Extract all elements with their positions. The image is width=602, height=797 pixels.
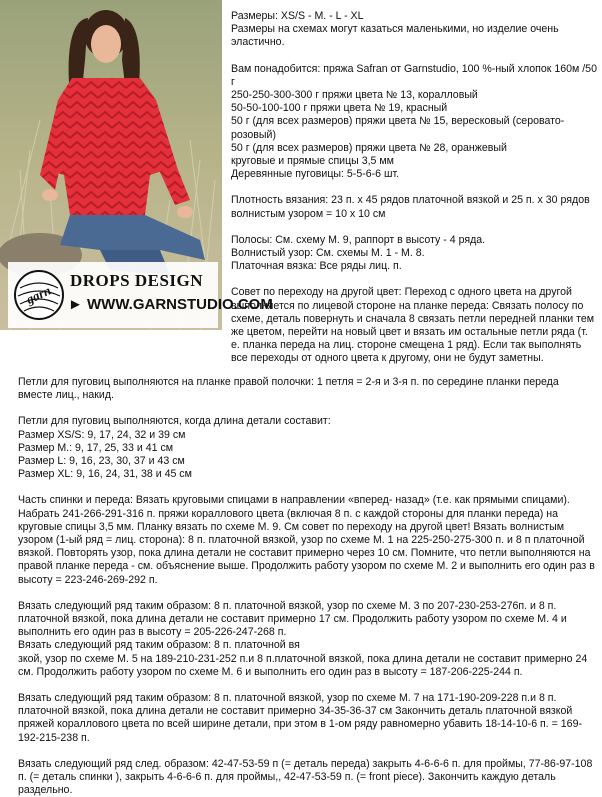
gauge-text: Плотность вязания: 23 п. x 45 рядов платочной вязкой и 25 п. x 30 рядов волнистым узором = 10 x 10 см — [231, 194, 590, 220]
brand-url[interactable]: ► WWW.GARNSTUDIO.COM — [68, 296, 273, 313]
buttonholes-size: Размер XS/S: 9, 17, 24, 32 и 39 см — [18, 428, 186, 441]
buttonholes-size: Размер XL: 9, 16, 24, 31, 38 и 45 см — [18, 468, 192, 481]
pattern-line: Полосы: См. схему М. 9, раппорт в высоту - 4 ряда. — [231, 233, 486, 246]
logo-text: garn — [23, 282, 54, 307]
materials-line: 250-250-300-300 г пряжи цвета № 13, коралловый — [231, 89, 478, 102]
materials-line: 50-50-100-100 г пряжи цвета № 19, красный — [231, 102, 448, 115]
sizes-line: Размеры: XS/S - M. - L - XL — [231, 10, 364, 22]
buttonholes-size: Размер L: 9, 16, 23, 30, 37 и 43 см — [18, 455, 185, 468]
body-paragraph: Вязать следующий ряд таким образом: 8 п. платочной вязкой, узор по схеме М. 3 по 207-230-253-276п. и 8 п. платочной вязкой, пока длина детали не составит примерно 17 см. Продолжить работу узором по схеме М. 4 и выполнить его один раз в высоту = 205-226-247-268 п. Вязать следующий ряд таким образом: 8 п. платочной вя зкой, узор по схеме М. 5 на 189-210-231-252 п.и 8 п.платочной вязкой, пока длина детали не составит примерно 24 см. Продолжить работу узором по схеме М. 6 и выполнить его один раз в высоту = 187-206-225-244 п. — [18, 599, 588, 678]
buttonholes-size: Размер M.: 9, 17, 25, 33 и 41 см — [18, 441, 174, 454]
color-tip: Совет по переходу на другой цвет: Переход с одного цвета на другой выполняется по лицевой стороне на планке переда: Связать полосу по схеме, деталь повернуть и сначала 8 связать петли передней планки тем же цветом, перейти на новый цвет и вязать им остальные петли ряда (т. е. планка переда на лиц. стороне смещена 1 ряд). Если так выполнять все переходы от одного цвета к другому, они не будут заметны. — [231, 286, 595, 365]
body-paragraph: Вязать следующий ряд таким образом: 8 п. платочной вязкой, узор по схеме М. 7 на 171-190-209-228 п.и 8 п. платочной вязкой, пока длина детали не составит примерно 34-35-36-37 см Закончить деталь платочной вязкой пряжей кораллового цвета по всей ширине детали, при этом в 1-ом ряду равномерно убавить 18-14-10-6 п. = 169-192-215-238 п. — [18, 692, 582, 744]
brand-block — [8, 262, 273, 328]
pattern-line: Волнистый узор: См. схемы М. 1 - М. 8. — [231, 247, 425, 260]
body-paragraph: Часть спинки и переда: Вязать круговыми спицами в направлении «вперед- назад» (т.е. как прямыми спицами). Набрать 241-266-291-316 п. пряжи кораллового цвета (включая 8 п. с каждой стороны для планки переда) на круговые спицы 3,5 мм. Планку вязать по схеме М. 9. См совет по переходу на другой цвет! Вязать волнистым узором (1-ый ряд = лиц. сторона): 8 п. платочной вязкой, узор по схеме М. 1 на 225-250-275-300 п. и 8 п платочной вязкой. Повторять узор, пока длина детали не составит примерно через 10 см. Помните, что петли выполняются на правой планке переда - см. объяснение выше. Продолжить работу узором по схеме М. 2 и выполнить его один раз в высоту = 223-246-269-292 п. — [18, 494, 595, 586]
brand-name: DROPS DESIGN — [70, 271, 204, 290]
header-info — [231, 10, 597, 366]
materials-line: 50 г (для всех размеров) пряжи цвета № 28, оранжевый — [231, 141, 507, 154]
main-instructions — [18, 376, 596, 797]
body-paragraph: Вязать следующий ряд след. образом: 42-47-53-59 п (= деталь переда) закрыть 4-6-6-6 п. для проймы, 77-86-97-108 п. (= деталь спинки ), закрыть 4-6-6-6 п. для проймы,, 42-47-53-59 п. (= front piece). Закончить каждую деталь раздельно. — [18, 757, 593, 797]
buttonholes-when: Петли для пуговиц выполняются, когда длина детали составит: — [18, 415, 331, 428]
materials-line: 50 г (для всех размеров) пряжи цвета № 15, вересковый (серовато-розовый) — [231, 115, 565, 141]
pattern-line: Платочная вязка: Все ряды лиц. п. — [231, 260, 402, 273]
materials-line: круговые и прямые спицы 3,5 мм — [231, 155, 394, 168]
sizes-note: Размеры на схемах могут казаться маленькими, но изделие очень эластично. — [231, 23, 559, 49]
buttonholes-intro: Петли для пуговиц выполняются на планке правой полочки: 1 петля = 2-я и 3-я п. по середине планки переда вместе лиц., накид. — [18, 376, 559, 402]
materials-line: Деревянные пуговицы: 5-5-6-6 шт. — [231, 168, 400, 181]
garn-logo-icon — [12, 268, 66, 322]
materials-line: Вам понадобится: пряжа Safran от Garnstudio, 100 %-ный хлопок 160м /50 г — [231, 62, 597, 88]
